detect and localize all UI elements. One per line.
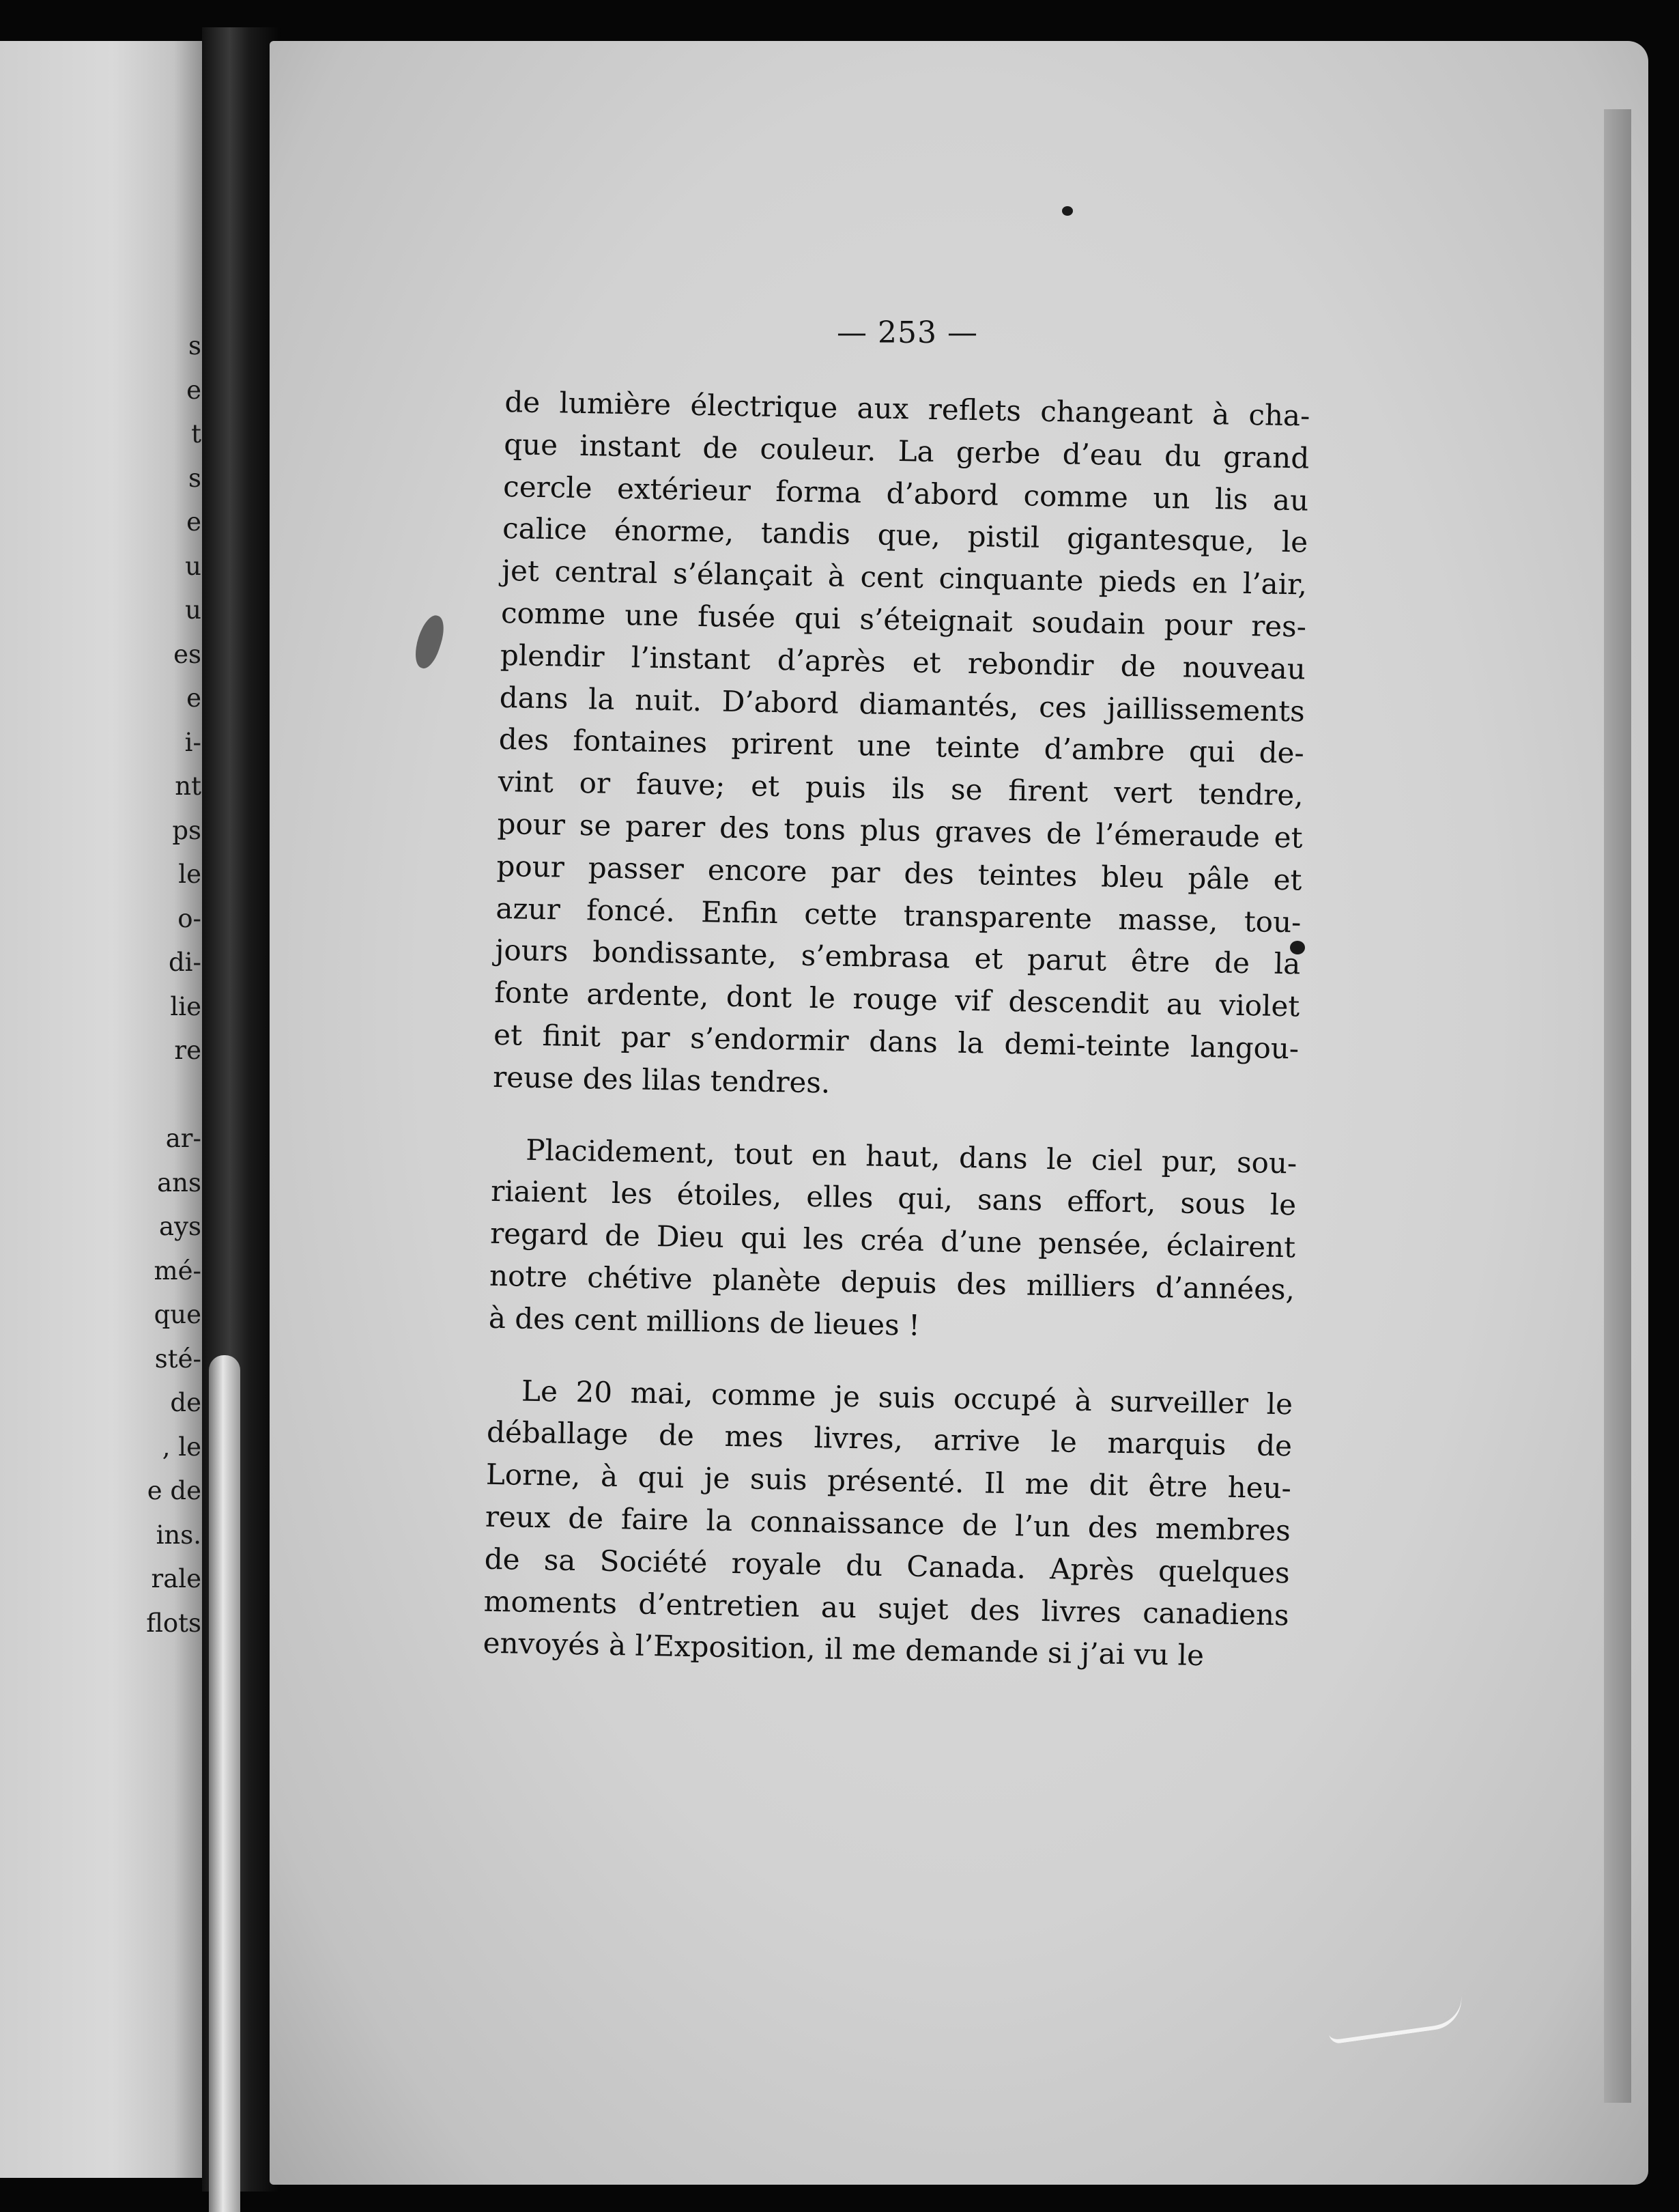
page-body xyxy=(483,381,1310,1678)
previous-page-line-fragment: e de xyxy=(147,1476,201,1505)
text-line: fonte ardente, dont le rouge vif descendit au violet xyxy=(493,976,1300,1023)
previous-page-line-fragment: u xyxy=(185,595,201,625)
page-edge xyxy=(1604,109,1631,2103)
previous-page-line-fragment: mé- xyxy=(154,1256,201,1286)
text-line: pour passer encore par des teintes bleu pâle et xyxy=(496,849,1302,897)
previous-page-line-fragment: nt xyxy=(175,771,201,801)
text-line: regard de Dieu qui les créa d’une pensée, éclairent xyxy=(489,1216,1296,1264)
previous-page-line-fragment: ins. xyxy=(156,1520,201,1550)
previous-page-line-fragment: e xyxy=(186,507,201,537)
text-line: Le 20 mai, comme je suis occupé à surveiller le xyxy=(521,1374,1293,1421)
previous-page-line-fragment: le xyxy=(178,860,201,889)
text-line: calice énorme, tandis que, pistil gigantesque, le xyxy=(502,511,1308,559)
previous-page-line-fragment: que xyxy=(154,1300,201,1329)
previous-page-line-fragment: , le xyxy=(162,1432,201,1462)
text-line: déballage de mes livres, arrive le marquis de xyxy=(486,1415,1293,1463)
page-number: — 253 — xyxy=(837,315,978,350)
text-line: vint or fauve; et puis ils se firent vert tendre, xyxy=(498,765,1304,812)
text-line: azur foncé. Enfin cette transparente masse, tou- xyxy=(496,891,1302,939)
text-line: jours bondissante, s’embrasa et parut être de la xyxy=(495,933,1301,981)
previous-page-line-fragment: re xyxy=(174,1036,201,1065)
text-line: reux de faire la connaissance de l’un des membres xyxy=(485,1499,1291,1548)
previous-page-line-fragment: sté- xyxy=(154,1344,201,1374)
text-line: pour se parer des tons plus graves de l’émeraude et xyxy=(497,806,1303,855)
text-line: de sa Société royale du Canada. Après quelques xyxy=(484,1542,1291,1590)
text-line: plendir l’instant d’après et rebondir de nouveau xyxy=(500,638,1306,686)
text-line: de lumière électrique aux reflets changeant à cha- xyxy=(504,384,1310,433)
text-line: notre chétive planète depuis des milliers d’années, xyxy=(489,1258,1295,1307)
previous-page-line-fragment: es xyxy=(173,639,201,669)
text-line: moments d’entretien au sujet des livres canadiens xyxy=(483,1584,1290,1632)
previous-page-line-fragment: o- xyxy=(177,903,201,933)
text-line: jet central s’élançait à cent cinquante pieds en l’air, xyxy=(501,554,1308,601)
text-line: riaient les étoiles, elles qui, sans effort, sous le xyxy=(490,1174,1297,1222)
text-line: Lorne, à qui je suis présenté. Il me dit être heu- xyxy=(485,1457,1292,1505)
previous-page-line-fragment: ays xyxy=(159,1212,201,1241)
previous-page-line-fragment: ps xyxy=(172,815,201,845)
paragraph xyxy=(489,1128,1297,1353)
text-line: comme une fusée qui s’éteignait soudain pour res- xyxy=(500,595,1307,644)
previous-page-line-fragment: rale xyxy=(151,1564,201,1593)
previous-page-line-fragment: u xyxy=(185,551,201,581)
previous-page-line-fragment: t xyxy=(191,419,201,449)
previous-page-line-fragment: s xyxy=(188,463,201,493)
previous-page-line-fragment: ar- xyxy=(165,1124,201,1153)
text-line: reuse des lilas tendres. xyxy=(492,1060,831,1100)
text-line: Placidement, tout en haut, dans le ciel pur, sou- xyxy=(525,1133,1297,1180)
text-line: cercle extérieur forma d’abord comme un lis au xyxy=(502,469,1309,517)
previous-page-line-fragment: di- xyxy=(168,948,201,977)
text-line: à des cent millions de lieues ! xyxy=(488,1301,921,1342)
previous-page-fragment xyxy=(0,41,205,2178)
paragraph xyxy=(493,381,1310,1112)
binding-thread xyxy=(209,1355,240,2212)
text-line: et finit par s’endormir dans la demi-teinte langou- xyxy=(493,1017,1300,1066)
previous-page-line-fragment: lie xyxy=(170,991,201,1021)
paragraph xyxy=(483,1369,1293,1678)
previous-page-line-fragment: e xyxy=(186,683,201,713)
previous-page-line-fragment: e xyxy=(186,375,201,405)
text-line: envoyés à l’Exposition, il me demande si j’ai vu le xyxy=(483,1626,1205,1673)
previous-page-line-fragment: flots xyxy=(146,1608,201,1638)
previous-page-line-fragment: s xyxy=(188,331,201,360)
previous-page-line-fragment: de xyxy=(170,1388,201,1417)
text-line: dans la nuit. D’abord diamantés, ces jaillissements xyxy=(499,680,1306,728)
ink-speck xyxy=(1062,206,1073,216)
text-line: que instant de couleur. La gerbe d’eau du grand xyxy=(503,427,1310,475)
previous-page-line-fragment: ans xyxy=(157,1167,201,1197)
text-line: des fontaines prirent une teinte d’ambre qui de- xyxy=(498,722,1305,770)
previous-page-line-fragment: i- xyxy=(184,727,201,757)
